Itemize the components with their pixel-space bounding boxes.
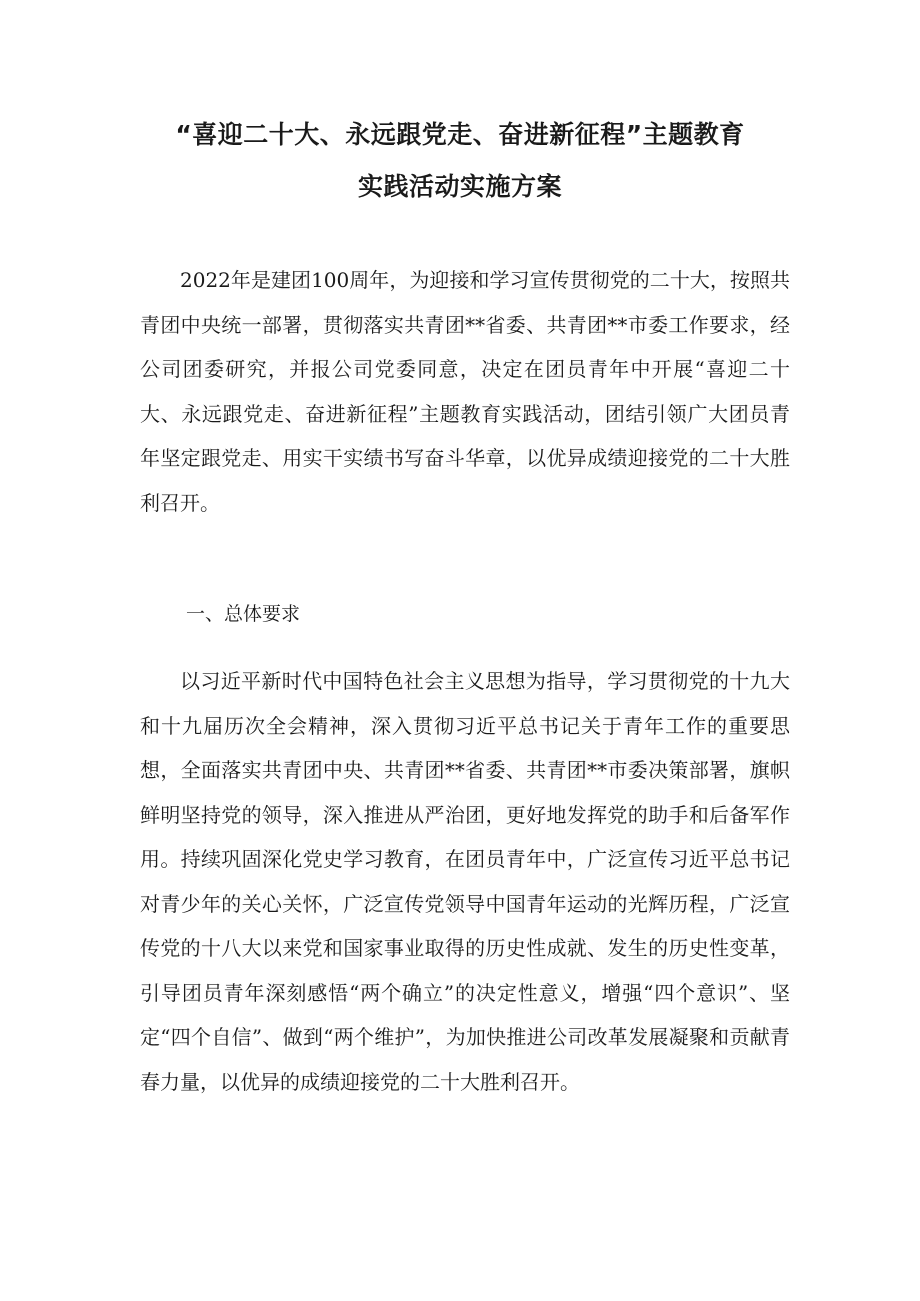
document-title-line-2: 实践活动实施方案: [357, 172, 562, 201]
intro-paragraph: 2022年是建团100周年，为迎接和学习宣传贯彻党的二十大，按照共青团中央统一部署，贯彻落实共青团**省委、共青团**市委工作要求，经公司团委研究，并报公司党委同意，决定在团员青年中开展“喜迎二十大、永远跟党走、奋进新征程”主题教育实践活动，团结引领广大团员青年坚定跟党走、用实干实绩书写奋斗华章，以优异成绩迎接党的二十大胜利召开。: [140, 268, 790, 515]
document-title-line-1: “喜迎二十大、永远跟党走、奋进新征程”主题教育: [175, 120, 745, 149]
section-1-paragraph: 以习近平新时代中国特色社会主义思想为指导，学习贯彻党的十九大和十九届历次全会精神，深入贯彻习近平总书记关于青年工作的重要思想，全面落实共青团中央、共青团**省委、共青团**市委决策部署，旗帜鲜明坚持党的领导，深入推进从严治团，更好地发挥党的助手和后备军作用。持续巩固深化党史学习教育，在团员青年中，广泛宣传习近平总书记对青少年的关心关怀，广泛宣传党领导中国青年运动的光辉历程，广泛宣传党的十八大以来党和国家事业取得的历史性成就、发生的历史性变革，引导团员青年深刻感悟“两个确立”的决定性意义，增强“四个意识”、坚定“四个自信”、做到“两个维护”，为加快推进公司改革发展凝聚和贡献青春力量，以优异的成绩迎接党的二十大胜利召开。: [140, 669, 790, 1094]
section-heading-overall-requirements: 一、总体要求: [186, 603, 301, 625]
